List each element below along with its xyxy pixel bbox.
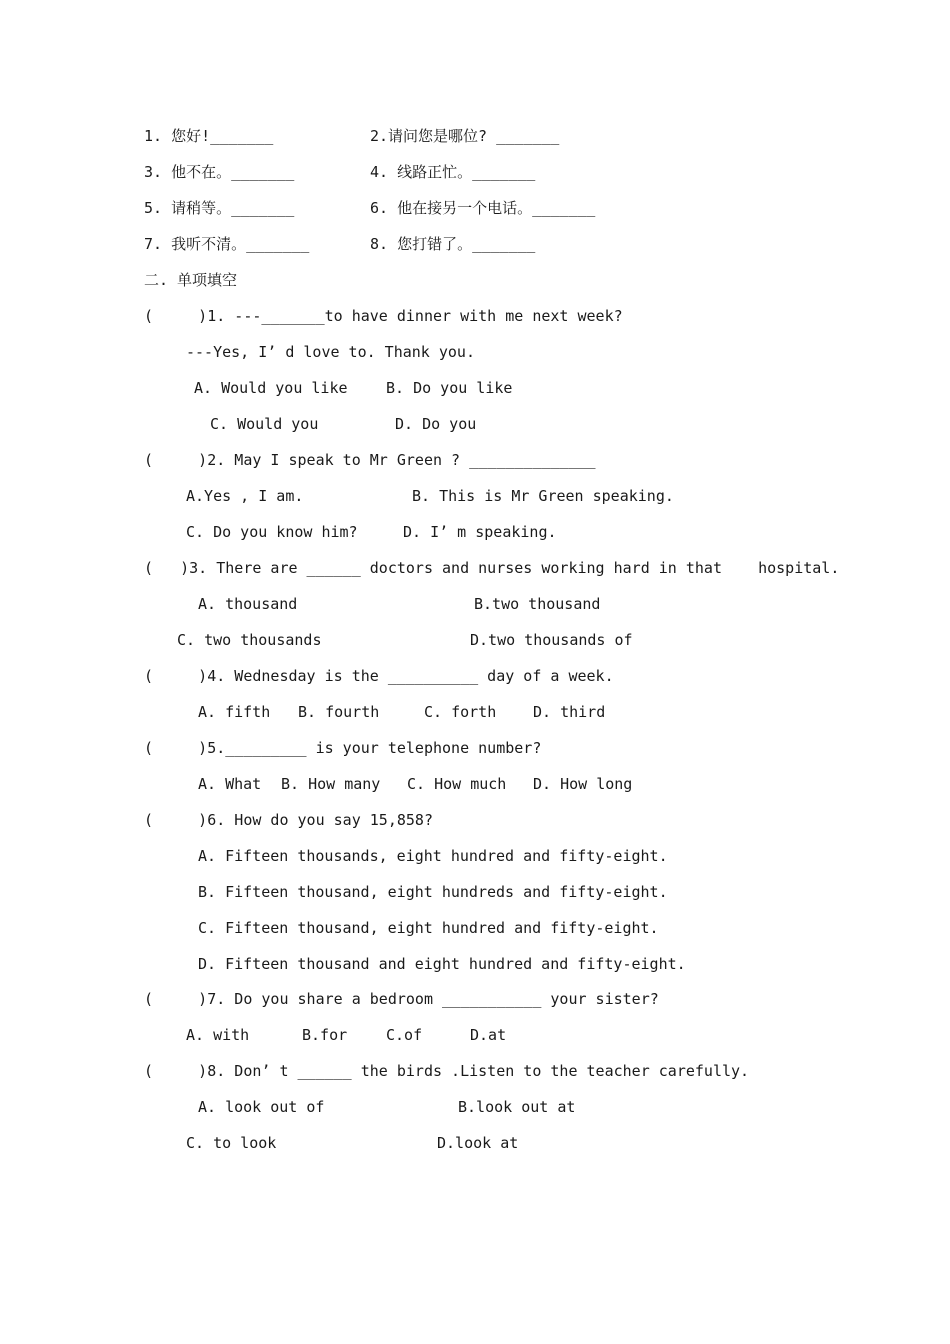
question-6-option-b: B. Fifteen thousand, eight hundreds and fifty-eight. <box>198 883 668 901</box>
question-6-stem: ( )6. How do you say 15,858? <box>144 811 433 829</box>
question-5-option-d: D. How long <box>533 775 633 793</box>
question-2-stem: ( )2. May I speak to Mr Green ? ______________ <box>144 451 596 469</box>
section-title: 二. 单项填空 <box>144 271 238 289</box>
question-3-option-a: A. thousand <box>198 595 298 613</box>
translation-item-1: 1. 您好!_______ <box>144 127 274 145</box>
question-3-option-d: D.two thousands of <box>470 631 633 649</box>
question-4-option-a: A. fifth <box>198 703 271 721</box>
question-4-option-b: B. fourth <box>298 703 380 721</box>
translation-item-7: 7. 我听不清。_______ <box>144 235 310 253</box>
question-8-option-b: B.look out at <box>458 1098 576 1116</box>
question-3-option-b: B.two thousand <box>474 595 601 613</box>
question-8-option-a: A. look out of <box>198 1098 325 1116</box>
question-8-option-d: D.look at <box>437 1134 519 1152</box>
question-6-option-d: D. Fifteen thousand and eight hundred and fifty-eight. <box>198 955 686 973</box>
question-8-option-c: C. to look <box>186 1134 277 1152</box>
question-1-option-a: A. Would you like <box>194 379 348 397</box>
question-5-stem: ( )5._________ is your telephone number? <box>144 739 542 757</box>
question-4-option-c: C. forth <box>424 703 497 721</box>
question-5-option-b: B. How many <box>281 775 381 793</box>
question-1-option-c: C. Would you <box>210 415 319 433</box>
translation-item-6: 6. 他在接另一个电话。_______ <box>370 199 596 217</box>
question-7-option-d: D.at <box>470 1026 507 1044</box>
question-5-option-a: A. What <box>198 775 262 793</box>
question-3-option-c: C. two thousands <box>177 631 322 649</box>
question-4-stem: ( )4. Wednesday is the __________ day of a week. <box>144 667 614 685</box>
translation-item-2: 2.请问您是哪位? _______ <box>370 127 560 145</box>
translation-item-3: 3. 他不在。_______ <box>144 163 295 181</box>
question-7-option-c: C.of <box>386 1026 423 1044</box>
question-2-option-d: D. I’ m speaking. <box>403 523 557 541</box>
question-6-option-c: C. Fifteen thousand, eight hundred and fifty-eight. <box>198 919 659 937</box>
question-8-stem: ( )8. Don’ t ______ the birds .Listen to the teacher carefully. <box>144 1062 750 1080</box>
question-2-option-a: A.Yes , I am. <box>186 487 304 505</box>
question-4-option-d: D. third <box>533 703 606 721</box>
question-7-option-b: B.for <box>302 1026 348 1044</box>
translation-item-4: 4. 线路正忙。_______ <box>370 163 536 181</box>
translation-item-5: 5. 请稍等。_______ <box>144 199 295 217</box>
question-2-option-c: C. Do you know him? <box>186 523 358 541</box>
question-1-response: ---Yes, I’ d love to. Thank you. <box>186 343 475 361</box>
question-3-stem: ( )3. There are ______ doctors and nurses working hard in that hospital. <box>144 559 840 577</box>
question-7-option-a: A. with <box>186 1026 250 1044</box>
question-1-stem: ( )1. ---_______to have dinner with me next week? <box>144 307 623 325</box>
question-6-option-a: A. Fifteen thousands, eight hundred and fifty-eight. <box>198 847 668 865</box>
question-7-stem: ( )7. Do you share a bedroom ___________ your sister? <box>144 990 659 1008</box>
question-1-option-d: D. Do you <box>395 415 477 433</box>
question-5-option-c: C. How much <box>407 775 507 793</box>
translation-item-8: 8. 您打错了。_______ <box>370 235 536 253</box>
question-1-option-b: B. Do you like <box>386 379 513 397</box>
question-2-option-b: B. This is Mr Green speaking. <box>412 487 674 505</box>
